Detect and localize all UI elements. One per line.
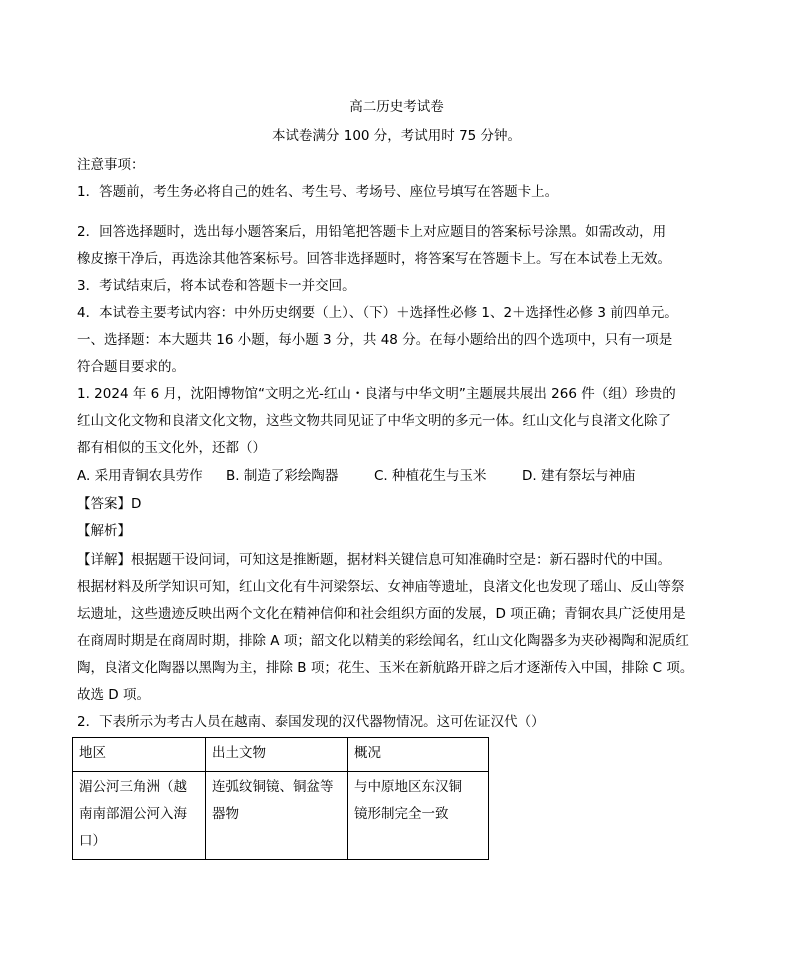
q1-detail-line-3: 坛遗址，这些遗迹反映出两个文化在精神信仰和社会组织方面的发展，D 项正确；青铜农具广泛使用是 <box>77 606 686 622</box>
q1-answer: 【答案】D <box>77 496 142 512</box>
note-item-2: 2．回答选择题时，选出每小题答案后，用铅笔把答题卡上对应题目的答案标号涂黑。如需改动，用 <box>77 224 667 240</box>
table-header-overview: 概况 <box>348 738 489 772</box>
q1-detail-line-2: 根据材料及所学知识可知，红山文化有牛河梁祭坛、女神庙等遗址，良渚文化也发现了瑶山、反山等祭 <box>77 579 685 595</box>
table-cell-region <box>73 772 206 860</box>
region-line: 湄公河三角洲（越 <box>79 779 187 795</box>
q1-stem-line-3: 都有相似的玉文化外，还都（） <box>77 440 266 456</box>
section-heading-cont: 符合题目要求的。 <box>77 359 185 375</box>
note-item-3: 3．考试结束后，将本试卷和答题卡一并交回。 <box>77 278 356 294</box>
overview-line: 与中原地区东汉铜 <box>354 779 462 795</box>
q1-detail-line-4: 在商周时期是在商周时期，排除 A 项；韶文化以精美的彩绘闻名，红山文化陶器多为夹砂褐陶和泥质红 <box>77 633 689 649</box>
exam-title: 高二历史考试卷 <box>349 99 444 115</box>
q2-table <box>72 737 489 860</box>
exam-subtitle: 本试卷满分 100 分，考试用时 75 分钟。 <box>271 128 522 144</box>
q1-stem-line-1: 1. 2024 年 6 月，沈阳博物馆“文明之光-红山・良渚与中华文明”主题展共展出 266 件（组）珍贵的 <box>77 386 676 402</box>
table-header-artifacts: 出土文物 <box>206 738 348 772</box>
table-cell-overview <box>348 772 489 860</box>
region-line: 南南部湄公河入海 <box>79 806 187 822</box>
note-item-4: 4．本试卷主要考试内容：中外历史纲要（上）、（下）＋选择性必修 1、2＋选择性必修 3 前四单元。 <box>77 305 678 321</box>
artifacts-line: 器物 <box>212 806 239 822</box>
q1-detail-line-5: 陶，良渚文化陶器以黑陶为主，排除 B 项；花生、玉米在新航路开辟之后才逐渐传入中国，排除 C 项。 <box>77 660 694 676</box>
q1-option-a: A. 采用青铜农具劳作 <box>77 468 203 484</box>
table-row <box>73 772 489 860</box>
table-header-row <box>73 738 489 772</box>
notes-heading: 注意事项： <box>77 157 145 173</box>
q1-option-c: C. 种植花生与玉米 <box>374 468 487 484</box>
section-heading: 一、选择题：本大题共 16 小题，每小题 3 分，共 48 分。在每小题给出的四个选项中，只有一项是 <box>77 332 673 348</box>
region-line: 口） <box>79 833 106 849</box>
overview-line: 镜形制完全一致 <box>354 806 449 822</box>
q2-stem: 2．下表所示为考古人员在越南、泰国发现的汉代器物情况。这可佐证汉代（） <box>77 714 545 730</box>
q1-option-d: D. 建有祭坛与神庙 <box>522 468 636 484</box>
q1-option-b: B. 制造了彩绘陶器 <box>226 468 339 484</box>
artifacts-line: 连弧纹铜镜、铜盆等 <box>212 779 334 795</box>
table-header-region: 地区 <box>73 738 206 772</box>
q1-detail-line-6: 故选 D 项。 <box>77 687 150 703</box>
q1-stem-line-2: 红山文化文物和良渚文化文物，这些文物共同见证了中华文明的多元一体。红山文化与良渚文化除了 <box>77 413 671 429</box>
q1-detail-line-1: 【详解】根据题干设问词，可知这是推断题，据材料关键信息可知准确时空是：新石器时代的中国。 <box>77 552 671 568</box>
q1-analysis-label: 【解析】 <box>77 523 131 539</box>
table-cell-artifacts <box>206 772 348 860</box>
note-item-1: 1．答题前，考生务必将自己的姓名、考生号、考场号、座位号填写在答题卡上。 <box>77 184 559 200</box>
note-item-2-cont: 橡皮擦干净后，再选涂其他答案标号。回答非选择题时，将答案写在答题卡上。写在本试卷上无效。 <box>77 251 671 267</box>
